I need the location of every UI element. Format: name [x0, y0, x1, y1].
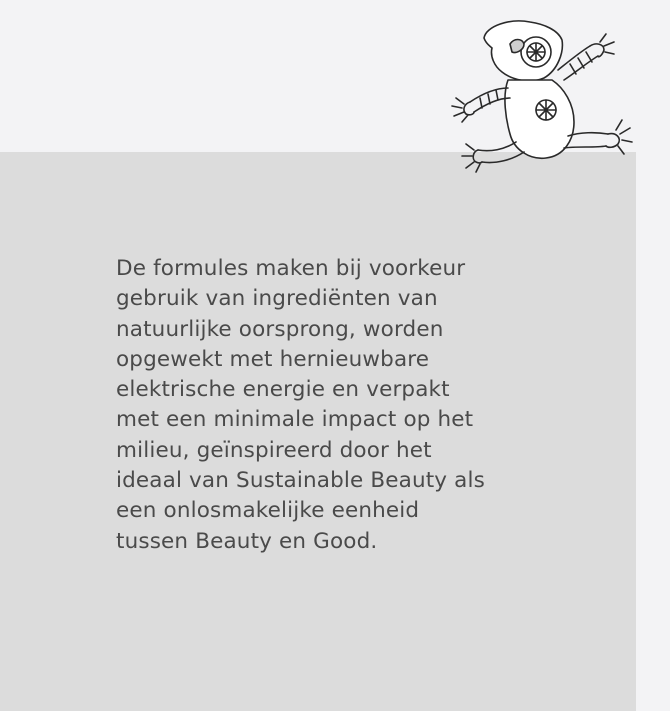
description-line: milieu, geïnspireerd door het — [116, 437, 432, 463]
description-line: ideaal van Sustainable Beauty als — [116, 468, 485, 494]
description-line: met een minimale impact op het — [116, 407, 474, 433]
description-paragraph — [116, 254, 546, 557]
astronaut-character-illustration — [440, 0, 670, 200]
description-line: gebruik van ingrediënten van — [116, 286, 438, 312]
description-line: een onlosmakelijke eenheid — [116, 498, 420, 524]
description-line: De formules maken bij voorkeur — [116, 256, 466, 281]
description-line: tussen Beauty en Good. — [116, 528, 378, 554]
description-line: natuurlijke oorsprong, worden — [116, 316, 444, 342]
description-line: opgewekt met hernieuwbare — [116, 346, 430, 372]
description-line: elektrische energie en verpakt — [116, 377, 450, 403]
